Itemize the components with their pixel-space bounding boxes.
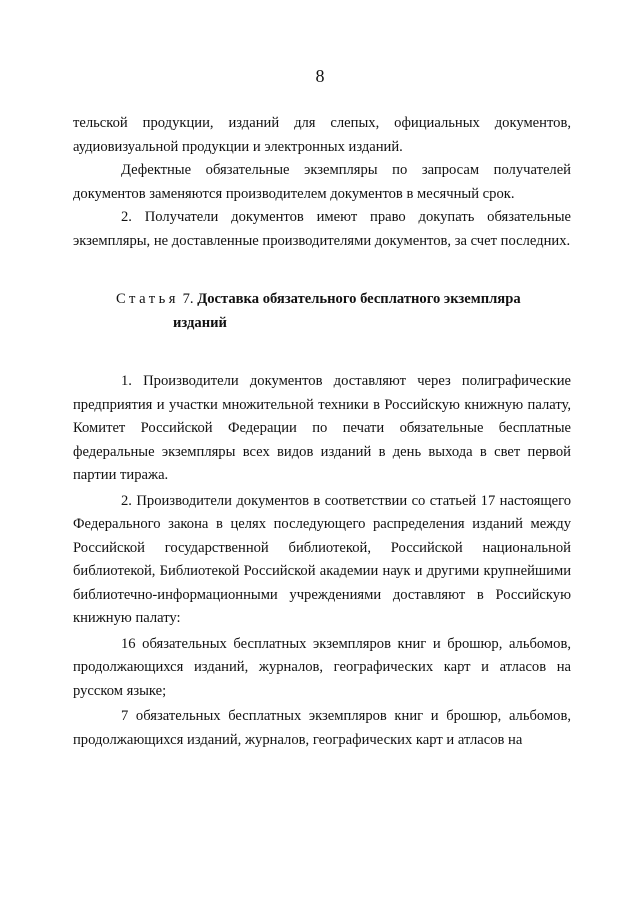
paragraph-16-copies: 16 обязательных бесплатных экземпляров книг и брошюр, альбомов, продолжающихся изданий, журналов, географических карт и атласов на русском языке;: [73, 635, 571, 699]
document-body: [73, 112, 571, 752]
article-number: 7.: [182, 291, 194, 307]
page-number: 8: [315, 66, 325, 86]
paragraph-point-1-delivery: 1. Производители документов доставляют через полиграфические предприятия и участки множительной техники в Российскую книжную палату, Комитет Российской Федерации по печати обязательные бесплатные федеральные экземпляры всех видов изданий в день выхода в свет первой партии тиража.: [73, 373, 571, 483]
article-title-continued: изданий: [173, 314, 227, 331]
article-heading: [73, 288, 571, 335]
article-heading-line1: [116, 288, 571, 312]
paragraph-7-copies: 7 обязательных бесплатных экземпляров книг и брошюр, альбомов, продолжающихся изданий, журналов, географических карт и атласов на: [73, 708, 571, 748]
article-title: Доставка обязательного бесплатного экземпляра: [197, 291, 521, 307]
paragraph-defective-copies: Дефектные обязательные экземпляры по запросам получателей документов заменяются производителем документов в месячный срок.: [73, 162, 571, 202]
article-label: Статья: [116, 291, 179, 307]
paragraph-point-2-recipients: 2. Получатели документов имеют право докупать обязательные экземпляры, не доставленные производителями документов, за счет последних.: [73, 209, 571, 249]
paragraph-point-2-distribution: 2. Производители документов в соответствии со статьей 17 настоящего Федерального закона в целях последующего распределения изданий между Российской государственной библиотекой, Российской национальной библиотекой, Библиотекой Российской академии наук и другими крупнейшими библиотечно-информационными учреждениями доставляют в Российскую книжную палату:: [73, 492, 571, 626]
paragraph-continuation: тельской продукции, изданий для слепых, официальных документов, аудиовизуальной продукции и электронных изданий.: [73, 115, 571, 155]
